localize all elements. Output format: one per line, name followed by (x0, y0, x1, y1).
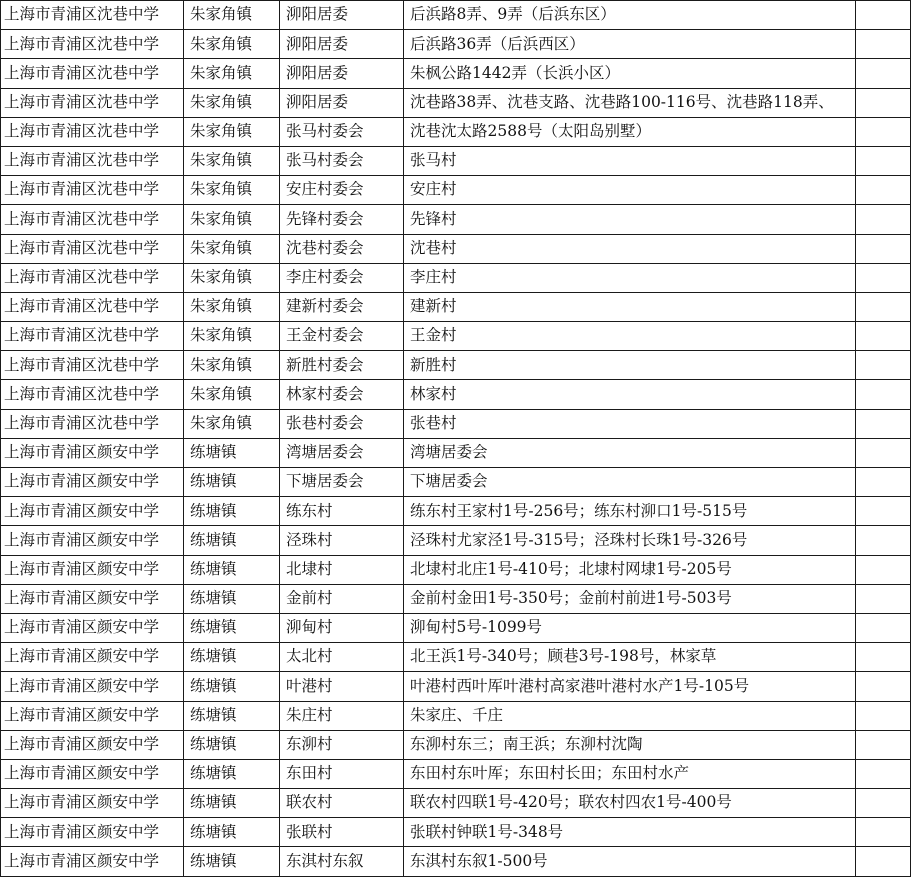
school-cell: 上海市青浦区颜安中学 (1, 584, 184, 613)
table-row (1, 468, 911, 497)
table-row (1, 701, 911, 730)
address-cell: 后浜路36弄（后浜西区） (404, 30, 856, 59)
table-row (1, 409, 911, 438)
school-cell: 上海市青浦区沈巷中学 (1, 351, 184, 380)
address-cell: 联农村四联1号-420号；联农村四农1号-400号 (404, 789, 856, 818)
town-cell: 练塘镇 (184, 526, 280, 555)
school-cell: 上海市青浦区沈巷中学 (1, 176, 184, 205)
table-row (1, 759, 911, 788)
address-cell: 东泖村东三；南王浜；东泖村沈陶 (404, 730, 856, 759)
town-cell: 练塘镇 (184, 730, 280, 759)
note-cell (856, 30, 911, 59)
committee-cell: 王金村委会 (280, 322, 404, 351)
town-cell: 朱家角镇 (184, 205, 280, 234)
committee-cell: 建新村委会 (280, 292, 404, 321)
town-cell: 朱家角镇 (184, 409, 280, 438)
school-cell: 上海市青浦区颜安中学 (1, 759, 184, 788)
address-cell: 安庄村 (404, 176, 856, 205)
table-row (1, 847, 911, 876)
school-cell: 上海市青浦区沈巷中学 (1, 263, 184, 292)
committee-cell: 泖阳居委 (280, 59, 404, 88)
school-cell: 上海市青浦区颜安中学 (1, 730, 184, 759)
address-cell: 北埭村北庄1号-410号；北埭村网埭1号-205号 (404, 555, 856, 584)
school-cell: 上海市青浦区沈巷中学 (1, 88, 184, 117)
town-cell: 朱家角镇 (184, 146, 280, 175)
town-cell: 朱家角镇 (184, 234, 280, 263)
school-cell: 上海市青浦区颜安中学 (1, 847, 184, 876)
school-cell: 上海市青浦区沈巷中学 (1, 380, 184, 409)
committee-cell: 张马村委会 (280, 146, 404, 175)
town-cell: 朱家角镇 (184, 176, 280, 205)
note-cell (856, 146, 911, 175)
town-cell: 练塘镇 (184, 555, 280, 584)
town-cell: 朱家角镇 (184, 351, 280, 380)
committee-cell: 新胜村委会 (280, 351, 404, 380)
school-cell: 上海市青浦区颜安中学 (1, 672, 184, 701)
address-cell: 后浜路8弄、9弄（后浜东区） (404, 1, 856, 30)
address-cell: 先锋村 (404, 205, 856, 234)
town-cell: 练塘镇 (184, 818, 280, 847)
address-cell: 沈巷路38弄、沈巷支路、沈巷路100-116号、沈巷路118弄、 (404, 88, 856, 117)
table-body (1, 1, 911, 877)
note-cell (856, 322, 911, 351)
address-cell: 王金村 (404, 322, 856, 351)
table-row (1, 88, 911, 117)
note-cell (856, 263, 911, 292)
school-cell: 上海市青浦区颜安中学 (1, 555, 184, 584)
note-cell (856, 818, 911, 847)
school-cell: 上海市青浦区沈巷中学 (1, 146, 184, 175)
town-cell: 练塘镇 (184, 847, 280, 876)
school-cell: 上海市青浦区颜安中学 (1, 468, 184, 497)
table-row (1, 497, 911, 526)
address-cell: 湾塘居委会 (404, 438, 856, 467)
table-row (1, 526, 911, 555)
table-row (1, 380, 911, 409)
committee-cell: 练东村 (280, 497, 404, 526)
town-cell: 朱家角镇 (184, 117, 280, 146)
note-cell (856, 292, 911, 321)
town-cell: 朱家角镇 (184, 380, 280, 409)
note-cell (856, 205, 911, 234)
note-cell (856, 759, 911, 788)
address-cell: 沈巷村 (404, 234, 856, 263)
table-row (1, 176, 911, 205)
table-row (1, 818, 911, 847)
address-cell: 东田村东叶厍；东田村长田；东田村水产 (404, 759, 856, 788)
table-row (1, 584, 911, 613)
committee-cell: 太北村 (280, 643, 404, 672)
school-cell: 上海市青浦区沈巷中学 (1, 59, 184, 88)
committee-cell: 泖阳居委 (280, 30, 404, 59)
committee-cell: 北埭村 (280, 555, 404, 584)
address-cell: 泖甸村5号-1099号 (404, 613, 856, 642)
address-cell: 沈巷沈太路2588号（太阳岛别墅） (404, 117, 856, 146)
address-cell: 泾珠村尤家泾1号-315号；泾珠村长珠1号-326号 (404, 526, 856, 555)
town-cell: 练塘镇 (184, 613, 280, 642)
committee-cell: 泖甸村 (280, 613, 404, 642)
note-cell (856, 234, 911, 263)
address-cell: 北王浜1号-340号；顾巷3号-198号，林家草 (404, 643, 856, 672)
table-row (1, 263, 911, 292)
committee-cell: 张巷村委会 (280, 409, 404, 438)
table-row (1, 1, 911, 30)
table-row (1, 322, 911, 351)
note-cell (856, 613, 911, 642)
table-row (1, 30, 911, 59)
note-cell (856, 730, 911, 759)
address-cell: 张联村钟联1号-348号 (404, 818, 856, 847)
table-row (1, 117, 911, 146)
town-cell: 朱家角镇 (184, 30, 280, 59)
address-cell: 叶港村西叶厍叶港村高家港叶港村水产1号-105号 (404, 672, 856, 701)
table-row (1, 205, 911, 234)
committee-cell: 张马村委会 (280, 117, 404, 146)
address-cell: 东淇村东叙1-500号 (404, 847, 856, 876)
table-row (1, 789, 911, 818)
committee-cell: 李庄村委会 (280, 263, 404, 292)
committee-cell: 东泖村 (280, 730, 404, 759)
note-cell (856, 584, 911, 613)
school-cell: 上海市青浦区颜安中学 (1, 643, 184, 672)
note-cell (856, 117, 911, 146)
address-cell: 林家村 (404, 380, 856, 409)
town-cell: 练塘镇 (184, 584, 280, 613)
town-cell: 朱家角镇 (184, 1, 280, 30)
school-cell: 上海市青浦区颜安中学 (1, 818, 184, 847)
town-cell: 练塘镇 (184, 701, 280, 730)
note-cell (856, 555, 911, 584)
committee-cell: 先锋村委会 (280, 205, 404, 234)
committee-cell: 安庄村委会 (280, 176, 404, 205)
town-cell: 朱家角镇 (184, 263, 280, 292)
note-cell (856, 468, 911, 497)
note-cell (856, 438, 911, 467)
committee-cell: 沈巷村委会 (280, 234, 404, 263)
note-cell (856, 701, 911, 730)
table-row (1, 234, 911, 263)
address-cell: 建新村 (404, 292, 856, 321)
address-cell: 金前村金田1号-350号；金前村前进1号-503号 (404, 584, 856, 613)
town-cell: 练塘镇 (184, 759, 280, 788)
school-cell: 上海市青浦区沈巷中学 (1, 322, 184, 351)
town-cell: 练塘镇 (184, 497, 280, 526)
note-cell (856, 643, 911, 672)
committee-cell: 东淇村东叙 (280, 847, 404, 876)
address-cell: 下塘居委会 (404, 468, 856, 497)
committee-cell: 张联村 (280, 818, 404, 847)
committee-cell: 东田村 (280, 759, 404, 788)
town-cell: 朱家角镇 (184, 59, 280, 88)
school-cell: 上海市青浦区颜安中学 (1, 497, 184, 526)
address-cell: 张巷村 (404, 409, 856, 438)
school-cell: 上海市青浦区颜安中学 (1, 438, 184, 467)
note-cell (856, 380, 911, 409)
committee-cell: 下塘居委会 (280, 468, 404, 497)
note-cell (856, 88, 911, 117)
school-cell: 上海市青浦区沈巷中学 (1, 117, 184, 146)
school-cell: 上海市青浦区沈巷中学 (1, 1, 184, 30)
address-cell: 朱家庄、千庄 (404, 701, 856, 730)
note-cell (856, 526, 911, 555)
note-cell (856, 497, 911, 526)
school-cell: 上海市青浦区沈巷中学 (1, 409, 184, 438)
committee-cell: 朱庄村 (280, 701, 404, 730)
note-cell (856, 409, 911, 438)
address-cell: 练东村王家村1号-256号；练东村泖口1号-515号 (404, 497, 856, 526)
school-cell: 上海市青浦区颜安中学 (1, 526, 184, 555)
committee-cell: 泾珠村 (280, 526, 404, 555)
table-row (1, 59, 911, 88)
town-cell: 练塘镇 (184, 643, 280, 672)
table-row (1, 730, 911, 759)
town-cell: 练塘镇 (184, 672, 280, 701)
committee-cell: 湾塘居委会 (280, 438, 404, 467)
town-cell: 朱家角镇 (184, 322, 280, 351)
town-cell: 练塘镇 (184, 789, 280, 818)
committee-cell: 泖阳居委 (280, 1, 404, 30)
school-cell: 上海市青浦区颜安中学 (1, 701, 184, 730)
town-cell: 朱家角镇 (184, 292, 280, 321)
note-cell (856, 1, 911, 30)
committee-cell: 泖阳居委 (280, 88, 404, 117)
table-row (1, 643, 911, 672)
table-row (1, 438, 911, 467)
note-cell (856, 672, 911, 701)
table-row (1, 146, 911, 175)
table-row (1, 672, 911, 701)
address-cell: 张马村 (404, 146, 856, 175)
address-cell: 李庄村 (404, 263, 856, 292)
table-row (1, 292, 911, 321)
committee-cell: 叶港村 (280, 672, 404, 701)
note-cell (856, 351, 911, 380)
school-cell: 上海市青浦区颜安中学 (1, 789, 184, 818)
table-row (1, 613, 911, 642)
committee-cell: 金前村 (280, 584, 404, 613)
school-cell: 上海市青浦区沈巷中学 (1, 292, 184, 321)
school-cell: 上海市青浦区沈巷中学 (1, 234, 184, 263)
note-cell (856, 789, 911, 818)
note-cell (856, 847, 911, 876)
school-cell: 上海市青浦区颜安中学 (1, 613, 184, 642)
table-row (1, 555, 911, 584)
town-cell: 朱家角镇 (184, 88, 280, 117)
address-cell: 朱枫公路1442弄（长浜小区） (404, 59, 856, 88)
town-cell: 练塘镇 (184, 468, 280, 497)
school-cell: 上海市青浦区沈巷中学 (1, 30, 184, 59)
town-cell: 练塘镇 (184, 438, 280, 467)
school-cell: 上海市青浦区沈巷中学 (1, 205, 184, 234)
note-cell (856, 176, 911, 205)
note-cell (856, 59, 911, 88)
committee-cell: 联农村 (280, 789, 404, 818)
table-row (1, 351, 911, 380)
address-cell: 新胜村 (404, 351, 856, 380)
committee-cell: 林家村委会 (280, 380, 404, 409)
